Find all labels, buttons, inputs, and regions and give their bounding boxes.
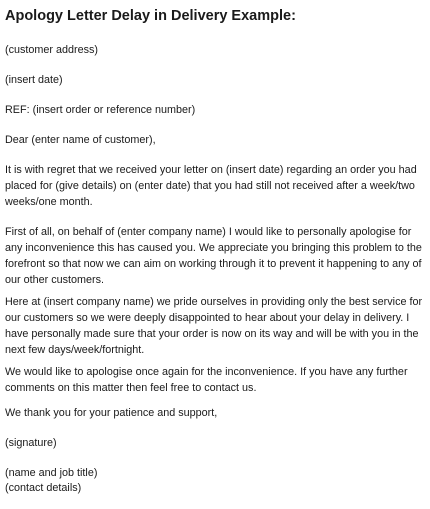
salutation: Dear (enter name of customer), — [5, 134, 156, 146]
paragraph-line: Here at (insert company name) we pride ourselves in providing only the best service for — [5, 296, 423, 308]
paragraph-line: placed for (give details) on (enter date) that you had still not received after a week/two — [5, 180, 415, 192]
paragraph-line: We would like to apologise once again for the inconvenience. If you have any further — [5, 366, 408, 378]
contact-details: (contact details) — [5, 482, 82, 494]
signature-placeholder: (signature) — [5, 437, 57, 449]
paragraph-regret — [5, 162, 423, 210]
thanks-line: We thank you for your patience and support, — [5, 407, 218, 419]
paragraph-line: our other customers. — [5, 274, 105, 286]
paragraph-apology — [5, 224, 423, 288]
paragraph-line: First of all, on behalf of (enter company name) I would like to personally apologise for — [5, 226, 412, 238]
paragraph-line: weeks/one month. — [5, 196, 93, 208]
paragraph-line: next few days/week/fortnight. — [5, 344, 145, 356]
paragraph-line: comments on this matter then feel free to contact us. — [5, 382, 257, 394]
paragraph-line: our customers so we were deeply disappointed to hear about your delay in delivery. I — [5, 312, 410, 324]
paragraph-line: any inconvenience this has caused you. We appreciate you bringing this problem to the — [5, 242, 422, 254]
paragraph-service — [5, 294, 423, 358]
paragraph-line: have personally made sure that your order is now on its way and will be with you in the — [5, 328, 419, 340]
page-title: Apology Letter Delay in Delivery Example: — [5, 8, 296, 24]
paragraph-line: It is with regret that we received your letter on (insert date) regarding an order you had — [5, 164, 417, 176]
name-and-job-title: (name and job title) — [5, 467, 98, 479]
letter-date: (insert date) — [5, 74, 63, 86]
reference-line: REF: (insert order or reference number) — [5, 104, 196, 116]
paragraph-line: forefront so that now we can aim on working through it to prevent it happening to any of — [5, 258, 422, 270]
customer-address: (customer address) — [5, 44, 99, 56]
paragraph-closing — [5, 364, 423, 396]
